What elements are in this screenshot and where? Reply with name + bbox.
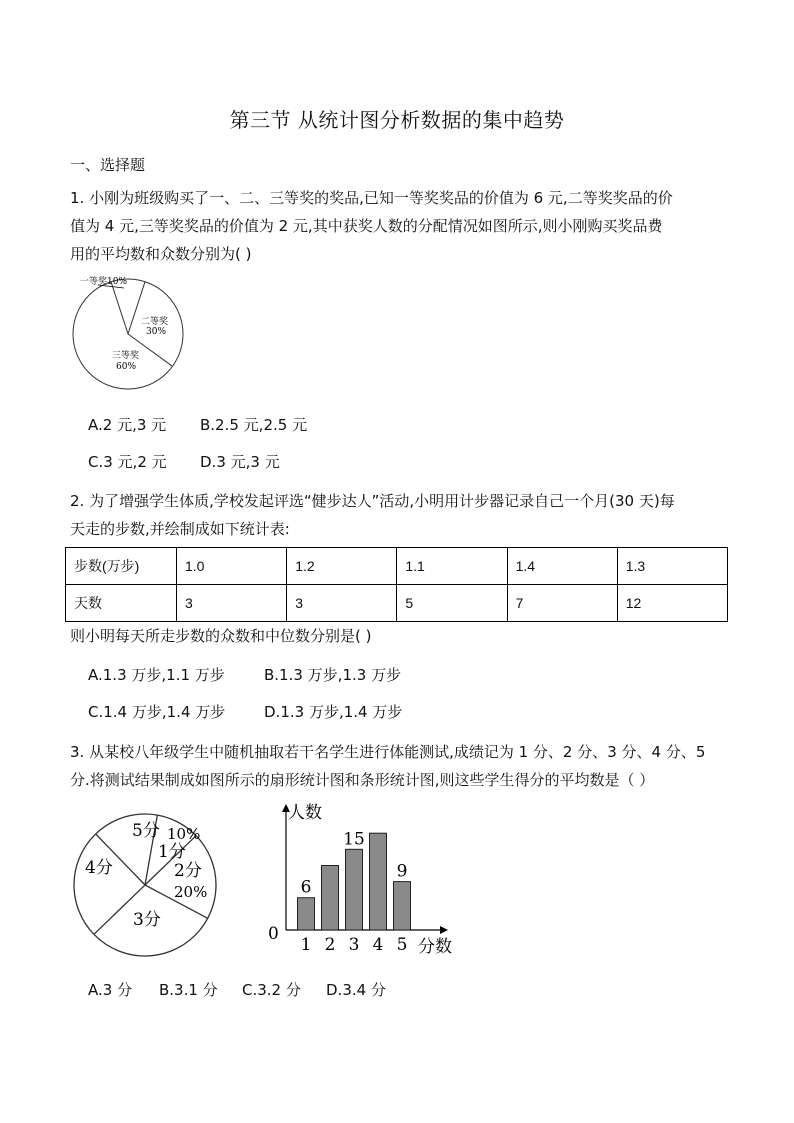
q3-bar-chart xyxy=(264,798,464,962)
bar-value-label-3: 15 xyxy=(343,829,365,850)
table-cell: 1.0 xyxy=(177,548,287,585)
table-cell: 3 xyxy=(177,585,287,622)
bar-3 xyxy=(346,849,363,930)
q3-option-b[interactable]: B.3.1 分 xyxy=(159,981,218,999)
q1-second-prize-pct: 30% xyxy=(146,327,167,337)
q1-option-c[interactable]: C.3 元,2 元 xyxy=(88,453,167,471)
table-cell: 步数(万步) xyxy=(66,548,177,585)
q2-line-1: 2. 为了增强学生体质,学校发起评选“健步达人”活动,小明用计步器记录自己一个月(30 天)每 xyxy=(70,492,675,510)
table-cell: 1.1 xyxy=(397,548,507,585)
q1-pie-chart xyxy=(70,270,194,400)
pie-slice-boundary-first-prize xyxy=(111,282,128,334)
q2-option-a[interactable]: A.1.3 万步,1.1 万步 xyxy=(88,666,225,684)
q3-pie-label-4: 4分 xyxy=(85,858,113,878)
q1-line-1: 1. 小刚为班级购买了一、二、三等奖的奖品,已知一等奖奖品的价值为 6 元,二等奖奖品的价 xyxy=(70,189,673,207)
x-tick-label-4: 4 xyxy=(372,935,384,955)
question-2 xyxy=(70,487,730,543)
bar-4 xyxy=(370,833,387,930)
q1-third-prize-pct: 60% xyxy=(116,362,137,372)
bar-2 xyxy=(322,866,339,931)
q1-line-2: 值为 4 元,三等奖奖品的价值为 2 元,其中获奖人数的分配情况如图所示,则小刚购买奖品费 xyxy=(70,217,663,235)
table-cell: 1.2 xyxy=(287,548,397,585)
table-cell: 7 xyxy=(507,585,617,622)
question-1 xyxy=(70,184,730,268)
x-tick-label-3: 3 xyxy=(348,935,360,955)
table-cell: 3 xyxy=(287,585,397,622)
q3-pie-label-2: 2分 xyxy=(174,861,202,881)
q3-pie-pct-2: 20% xyxy=(174,883,208,901)
q3-line-1: 3. 从某校八年级学生中随机抽取若干名学生进行体能测试,成绩记为 1 分、2 分、3 分、4 分、5 xyxy=(70,743,706,761)
table-cell: 1.3 xyxy=(617,548,727,585)
q1-pie-slices xyxy=(73,279,183,389)
table-row xyxy=(66,585,728,622)
page-title: 第三节 从统计图分析数据的集中趋势 xyxy=(229,108,565,132)
q1-line-3: 用的平均数和众数分别为( ) xyxy=(70,245,252,263)
bar-5 xyxy=(394,882,411,930)
x-tick-label-5: 5 xyxy=(396,935,408,955)
steps-table xyxy=(65,547,728,622)
q1-second-prize-label: 二等奖 xyxy=(141,317,169,327)
q2-option-c[interactable]: C.1.4 万步,1.4 万步 xyxy=(88,703,226,721)
q1-option-b[interactable]: B.2.5 元,2.5 元 xyxy=(200,416,308,434)
q1-option-a[interactable]: A.2 元,3 元 xyxy=(88,416,167,434)
question-3 xyxy=(70,738,730,794)
bar-value-label-5: 9 xyxy=(396,861,408,882)
q1-first-prize-label: 一等奖10% xyxy=(80,277,128,287)
q2-option-d[interactable]: D.1.3 万步,1.4 万步 xyxy=(264,703,403,721)
q1-option-d[interactable]: D.3 元,3 元 xyxy=(200,453,280,471)
bar-1 xyxy=(298,898,315,930)
q3-pie-label-3: 3分 xyxy=(133,910,161,930)
table-cell: 12 xyxy=(617,585,727,622)
q3-option-d[interactable]: D.3.4 分 xyxy=(326,981,386,999)
q2-option-b[interactable]: B.1.3 万步,1.3 万步 xyxy=(264,666,402,684)
q2-line-2: 天走的步数,并绘制成如下统计表: xyxy=(70,520,290,538)
x-tick-label-2: 2 xyxy=(324,935,336,955)
q3-line-2: 分.将测试结果制成如图所示的扇形统计图和条形统计图,则这些学生得分的平均数是（ ） xyxy=(70,771,655,789)
q3-option-a[interactable]: A.3 分 xyxy=(88,981,133,999)
table-cell: 5 xyxy=(397,585,507,622)
q1-third-prize-label: 三等奖 xyxy=(112,351,140,361)
table-cell: 1.4 xyxy=(507,548,617,585)
x-tick-label-1: 1 xyxy=(300,935,312,955)
q3-pie-label-5: 5分 xyxy=(132,821,160,841)
q2-question-stem: 则小明每天所走步数的众数和中位数分别是( ) xyxy=(70,627,372,645)
table-cell: 天数 xyxy=(66,585,177,622)
q3-pie-label-1: 1分 xyxy=(158,842,186,862)
q3-pie-pct-1: 10% xyxy=(167,825,201,843)
table-row xyxy=(66,548,728,585)
q3-option-c[interactable]: C.3.2 分 xyxy=(242,981,301,999)
x-axis-arrow xyxy=(440,926,448,934)
x-axis-label: 分数 xyxy=(418,937,452,957)
q3-bars xyxy=(298,829,411,955)
bar-value-label-1: 6 xyxy=(300,877,312,898)
section-heading: 一、选择题 xyxy=(70,156,146,174)
axis-origin-label: 0 xyxy=(268,924,279,944)
q3-pie-chart xyxy=(66,806,222,962)
y-axis-label: 人数 xyxy=(288,803,322,823)
